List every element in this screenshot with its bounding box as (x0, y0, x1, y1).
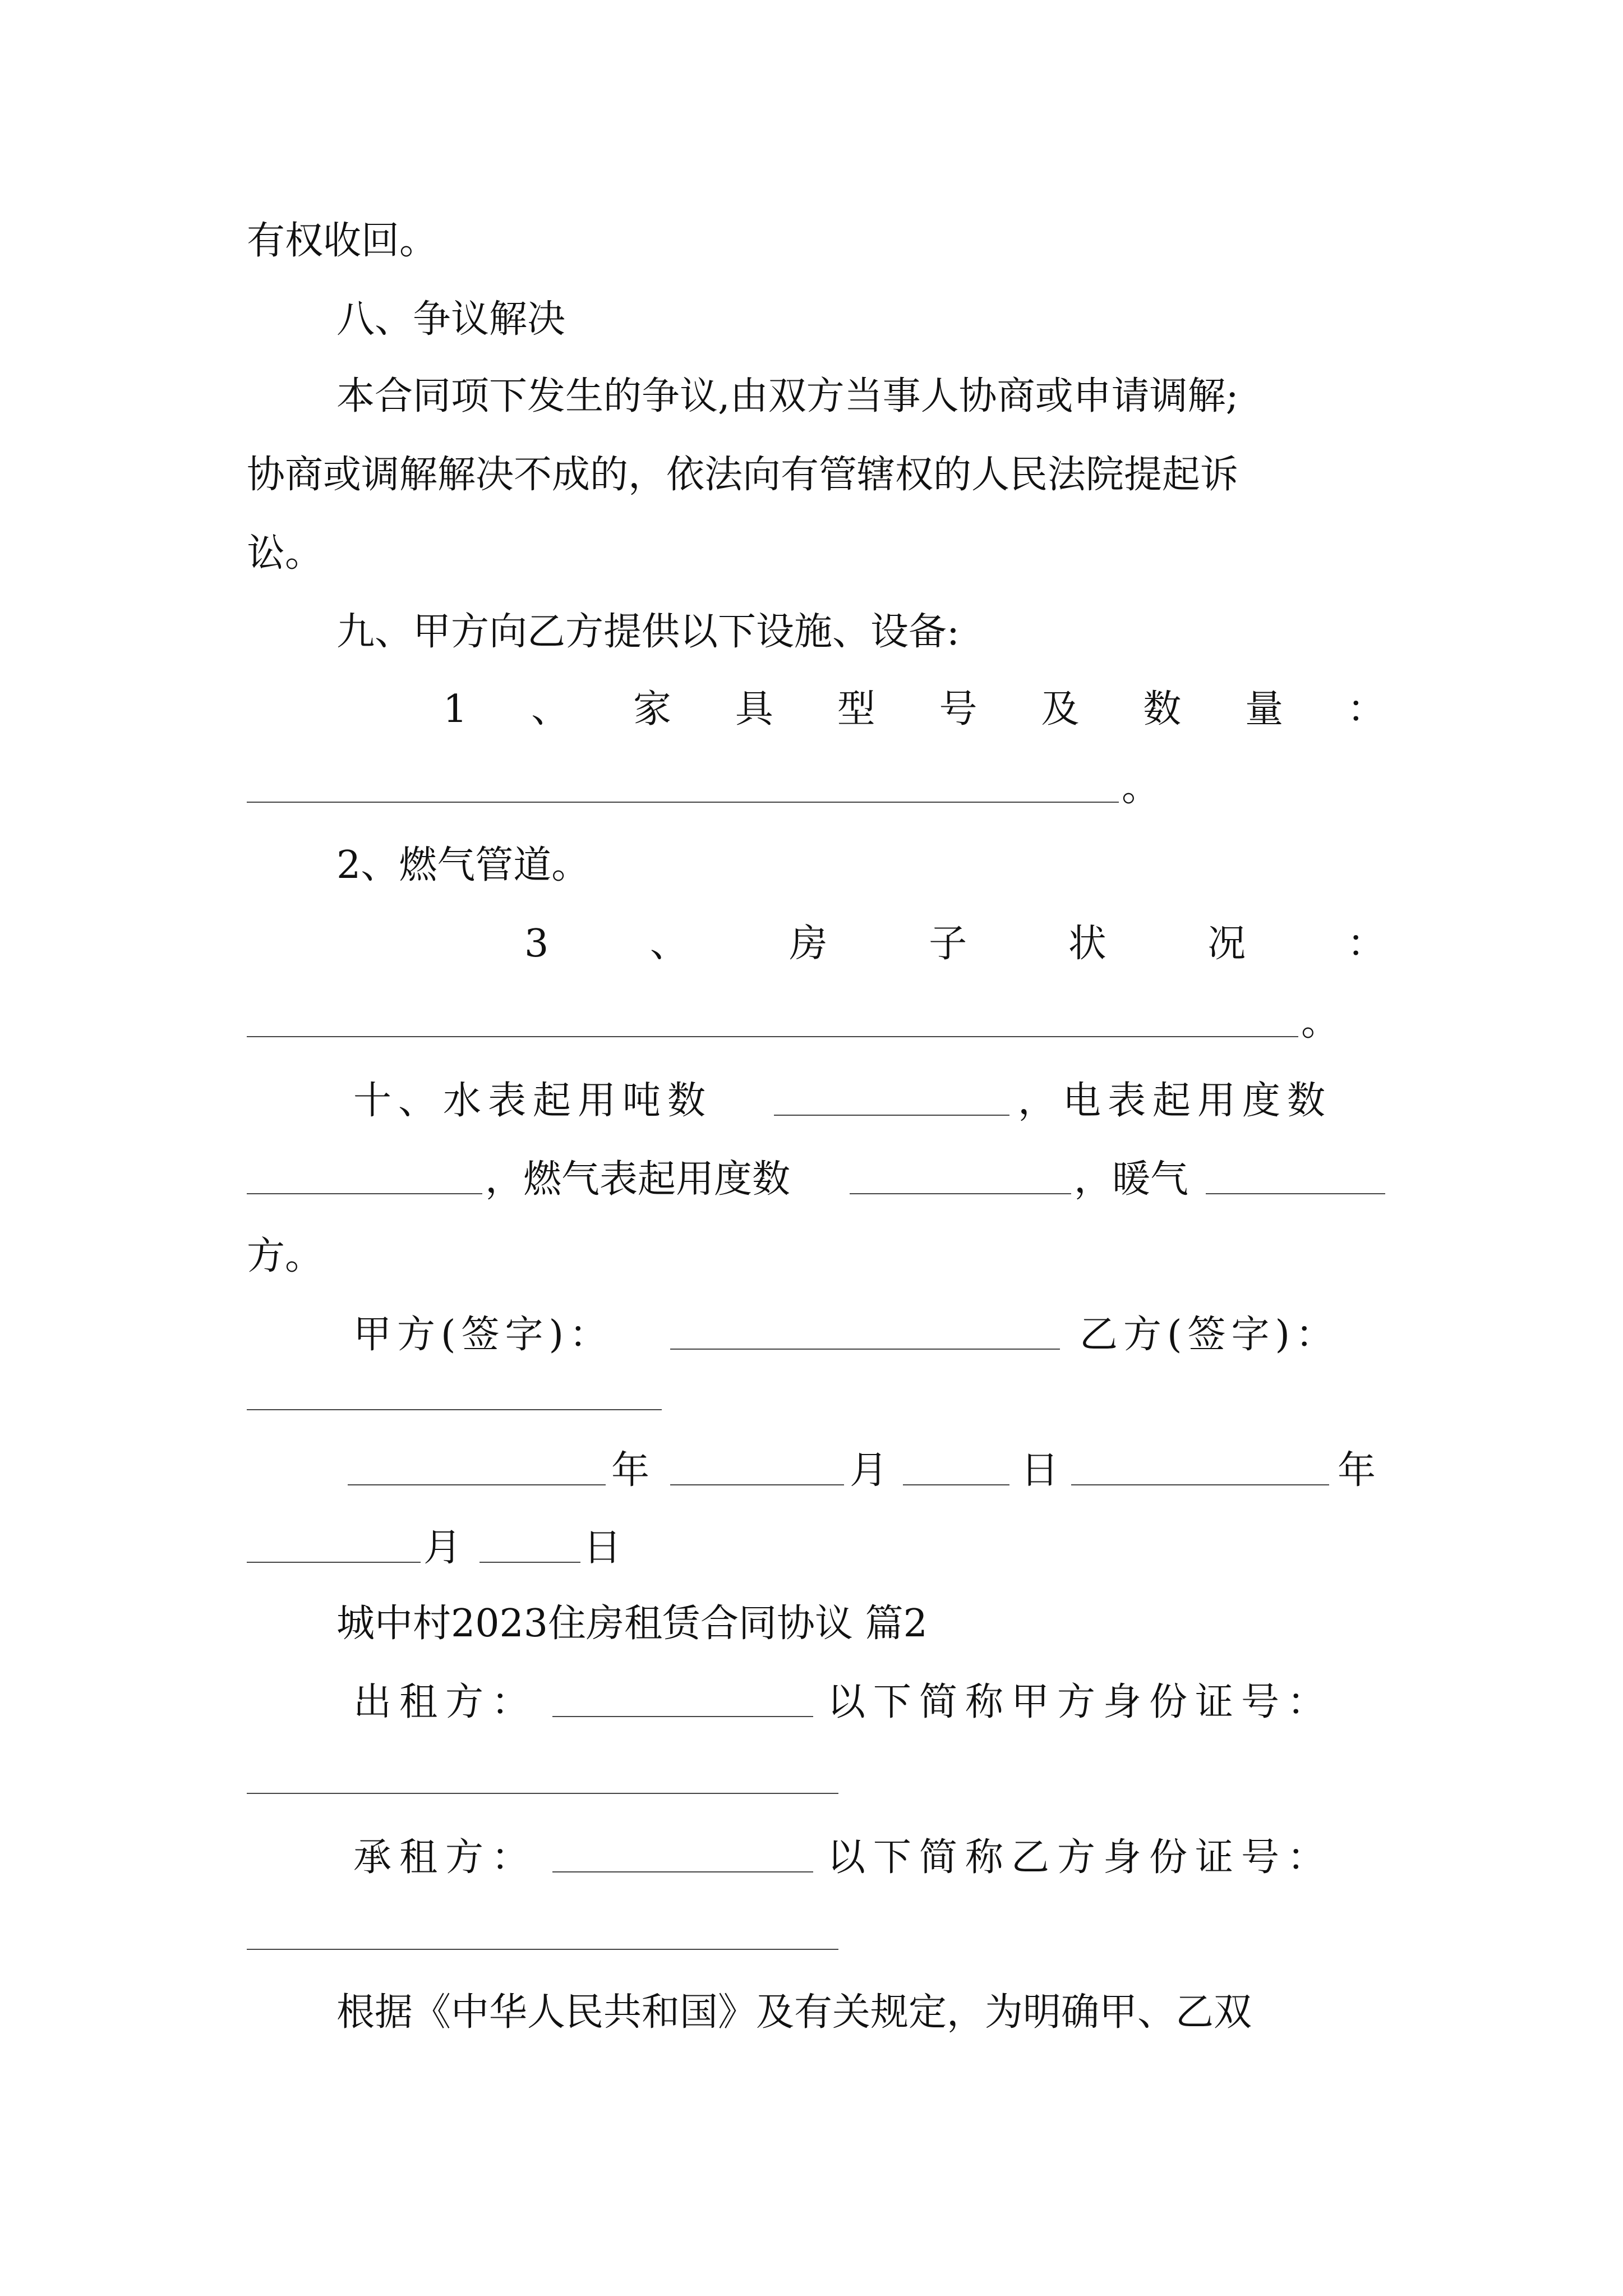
party-b-signature-label: 乙方(签字)： (1080, 1313, 1340, 1357)
meters-line-2: ，燃气表起用度数 ，暖气 (0, 1152, 1623, 1208)
signature-line (0, 1307, 1623, 1363)
party-a-signature-blank (670, 1349, 1060, 1350)
lessee-label: 承租方： (353, 1835, 538, 1880)
house-blank-line: 。 (0, 995, 1623, 1051)
paragraph-line (0, 447, 1623, 503)
text-line: 本合同项下发生的争议,由双方当事人协商或申请调解; (336, 374, 1239, 418)
lessor-name-blank (552, 1716, 813, 1717)
lessor-line: 出租方： 以下简称甲方身份证号： (0, 1674, 1623, 1731)
meters-line-3: 方。 (247, 1234, 324, 1278)
date-line-1: 年 月 日 年 (0, 1443, 1623, 1499)
lessee-line: 承租方： 以下简称乙方身份证号： (0, 1830, 1623, 1886)
meters-line-1: 十、水表起用吨数 ，电表起用度数 (353, 1079, 1332, 1123)
lessor-label: 出租方： (353, 1680, 538, 1724)
signature-blank-line (0, 1386, 1623, 1442)
day-blank (903, 1484, 1009, 1485)
paragraph-line (0, 1985, 1623, 2041)
paragraph-line (0, 213, 1623, 269)
paragraph-line (0, 526, 1623, 582)
year-blank (1071, 1484, 1329, 1485)
text-line: 2、燃气管道。 (336, 843, 590, 887)
section-heading-8 (0, 292, 1623, 348)
house-status-line: 3 、 房 子 状 况 ： (524, 922, 1385, 966)
party-a-signature-label: 甲方(签字)： (353, 1313, 614, 1357)
furniture-line: 1 、 家 具 型 号 及 数 量 ： (443, 687, 1385, 731)
fill-blank (247, 802, 1119, 803)
gas-meter-blank (850, 1193, 1071, 1194)
text-line: 协商或调解解决不成的，依法向有管辖权的人民法院提起诉 (247, 453, 1239, 497)
paragraph-line (0, 369, 1623, 425)
heating-blank (1206, 1193, 1385, 1194)
text-line: 有权收回。 (247, 219, 438, 263)
party-b-signature-blank (247, 1409, 662, 1410)
heading-text: 九、甲方向乙方提供以下设施、设备: (336, 610, 960, 654)
lessor-id-line (0, 1751, 1623, 1807)
month-blank (247, 1562, 421, 1563)
lessee-name-blank (552, 1871, 813, 1872)
year-blank (348, 1484, 606, 1485)
elec-meter-blank (247, 1193, 482, 1194)
text-line: 讼。 (247, 531, 324, 576)
furniture-blank-line: 。 (0, 760, 1623, 816)
heading-text: 八、争议解决 (336, 297, 566, 342)
month-blank (670, 1484, 844, 1485)
water-meter-blank (774, 1115, 1009, 1116)
section-title (0, 1596, 1623, 1652)
lessee-id-line (0, 1907, 1623, 1963)
section-heading-9 (0, 604, 1623, 660)
section-title-text: 城中村2023住房租赁合同协议 篇2 (336, 1602, 928, 1646)
date-line-2: 月 日 (0, 1520, 1623, 1576)
fill-blank (247, 1036, 1298, 1037)
lessor-id-blank (247, 1793, 838, 1794)
day-blank (479, 1562, 580, 1563)
lessee-id-blank (247, 1949, 838, 1950)
text-line: 根据《中华人民共和国》及有关规定，为明确甲、乙双 (336, 1990, 1252, 2035)
gas-pipe-line (0, 838, 1623, 894)
